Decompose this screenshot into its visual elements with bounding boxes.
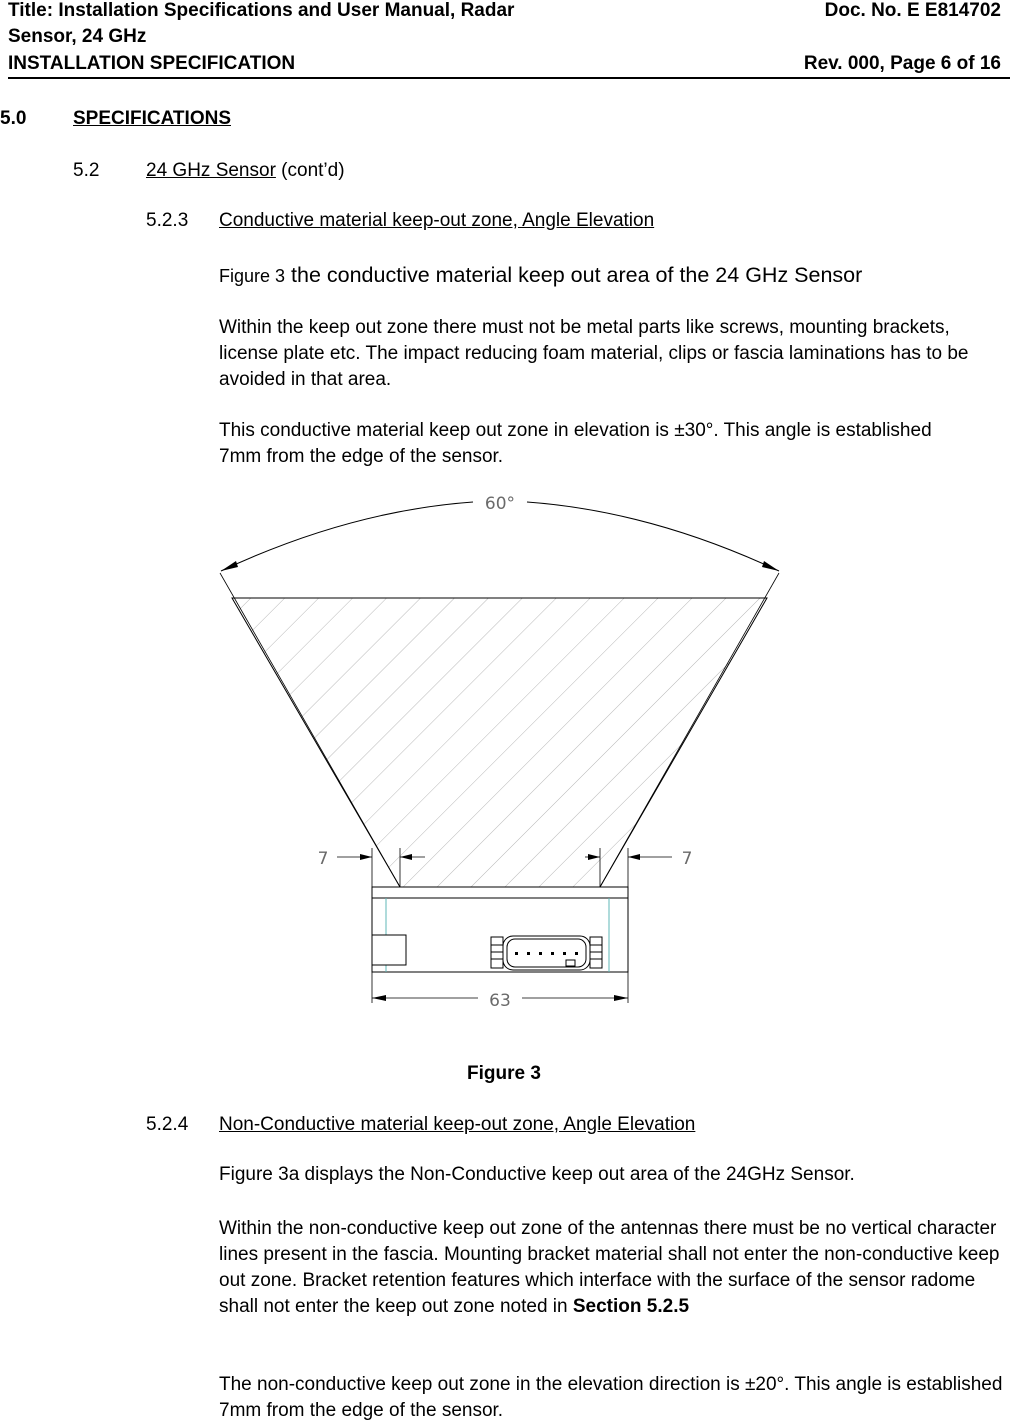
- header-rev-page: Rev. 000, Page 6 of 16: [803, 53, 1001, 74]
- arrow-head: [762, 561, 779, 571]
- header-title-line2: Sensor, 24 GHz: [8, 26, 147, 47]
- figure-caption: Figure 3: [467, 1063, 541, 1084]
- subsection-number: 5.2: [73, 160, 100, 181]
- subsection-suffix: (cont’d): [275, 160, 345, 181]
- item-524-para2: [219, 1216, 1017, 1320]
- subsection-title: 24 GHz Sensor: [146, 160, 276, 181]
- section-number: 5.0: [0, 108, 27, 129]
- item-524-number: 5.2.4: [146, 1114, 189, 1135]
- keep-out-zone: [220, 590, 780, 890]
- item-523-para1: Within the keep out zone there must not be metal parts like screws, mounting brackets, license plate etc. The impact reducing foam material, clips or fascia laminations has to be avoided in that area.: [219, 317, 969, 390]
- arrow-head: [221, 561, 238, 571]
- angle-dimension: [221, 494, 779, 571]
- angle-label: 60°: [484, 494, 516, 514]
- connector: [491, 936, 602, 970]
- header-title-line1: Title: Installation Specifications and User Manual, Radar: [8, 0, 515, 21]
- sensor-tab: [372, 935, 406, 965]
- item-523-number: 5.2.3: [146, 210, 189, 231]
- item-523-figure-ref: Figure 3: [219, 266, 286, 286]
- left-offset-label: 7: [317, 849, 329, 869]
- header-section-label: INSTALLATION SPECIFICATION: [8, 53, 296, 74]
- item-523-figure-ref-rest: the conductive material keep out area of the 24 GHz Sensor: [285, 263, 863, 287]
- item-523-para2: This conductive material keep out zone in elevation is ±30°. This angle is established 7mm from the edge of the sensor.: [219, 420, 932, 467]
- width-dimension: [372, 972, 628, 1011]
- right-offset-label: 7: [681, 849, 693, 869]
- item-524-title: Non-Conductive material keep-out zone, Angle Elevation: [219, 1114, 696, 1135]
- width-label: 63: [489, 991, 511, 1011]
- item-523-title: Conductive material keep-out zone, Angle Elevation: [219, 210, 655, 231]
- sensor-body: [372, 887, 628, 972]
- header-doc-number: Doc. No. E E814702: [824, 0, 1001, 21]
- item-524-section-ref: Section 5.2.5: [572, 1296, 690, 1317]
- item-524-para1: Figure 3a displays the Non-Conductive keep out area of the 24GHz Sensor.: [219, 1164, 855, 1185]
- item-524-para2-text: Within the non-conductive keep out zone of the antennas there must be no vertical character lines present in the fascia. Mounting bracket material shall not enter the non-conductive keep out zone. Bracket retention features which interface with the surface of the sensor radome shall not enter the keep out zone noted in: [219, 1218, 1000, 1317]
- section-title: SPECIFICATIONS: [73, 108, 231, 129]
- item-524-para3: The non-conductive keep out zone in the elevation direction is ±20°. This angle is established 7mm from the edge of the sensor.: [219, 1374, 1003, 1421]
